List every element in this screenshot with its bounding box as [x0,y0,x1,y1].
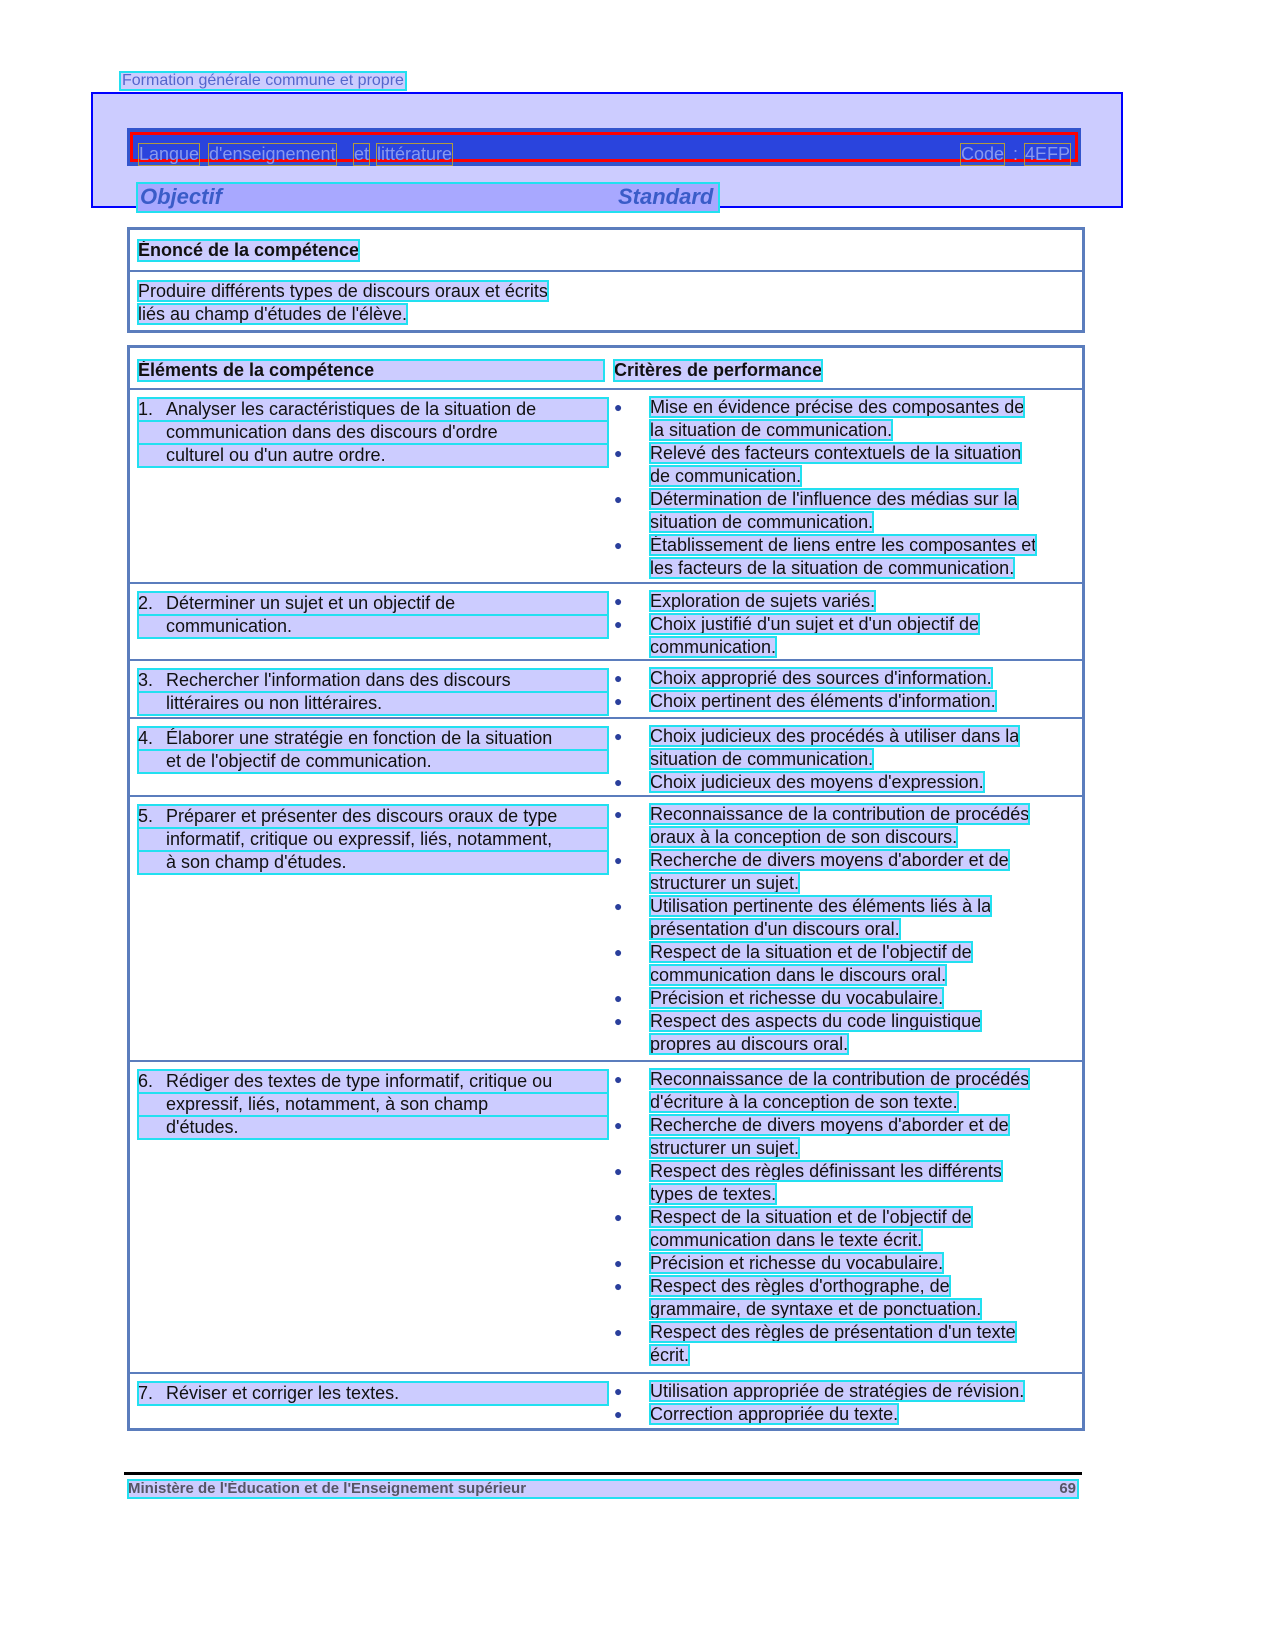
criterion-item [614,1114,1074,1160]
criterion-line: Utilisation pertinente des éléments liés à la [650,896,992,916]
criterion-line: propres au discours oral. [650,1034,849,1054]
criterion-line: communication dans le discours oral. [650,965,947,985]
competency-element [138,592,608,638]
element-line: informatif, critique ou expressif, liés, notamment, [138,828,608,851]
element-number: 6. [138,1071,154,1091]
competency-element [138,727,608,773]
criterion-item [614,613,1074,659]
element-line: et de l'objectif de communication. [138,750,608,773]
criterion-item [614,396,1074,442]
bullet-icon: ● [614,898,623,914]
element-number: 5. [138,806,154,826]
element-line: Réviser et corriger les textes. [138,1382,608,1405]
criteria-list [614,803,1074,1056]
competency-element [138,805,608,874]
bullet-icon: ● [614,445,623,461]
criterion-line: Respect des règles de présentation d'un texte [650,1322,1016,1342]
subject-word: littérature [377,144,453,164]
criterion-line: structurer un sujet. [650,1138,800,1158]
criterion-line: présentation d'un discours oral. [650,919,900,939]
bullet-icon: ● [614,944,623,960]
criterion-item [614,725,1074,771]
bullet-icon: ● [614,1071,623,1087]
criterion-line: Choix judicieux des procédés à utiliser dans la [650,726,1020,746]
statement-line: Produire différents types de discours oraux et écrits [138,281,548,301]
table-row [130,717,1082,795]
criterion-line: communication dans le texte écrit. [650,1230,923,1250]
competency-element [138,1382,608,1405]
criterion-line: Précision et richesse du vocabulaire. [650,1253,944,1273]
criterion-line: grammaire, de syntaxe et de ponctuation. [650,1299,982,1319]
bullet-icon: ● [614,1406,623,1422]
subject-word: d'enseignement [209,144,336,164]
bullet-icon: ● [614,670,623,686]
objective-label: Objectif [140,184,222,209]
criterion-line: Mise en évidence précise des composantes de [650,397,1025,417]
criterion-line: oraux à la conception de son discours. [650,827,958,847]
criteria-list [614,725,1074,794]
element-line: culturel ou d'un autre ordre. [138,444,608,467]
criterion-line: Recherche de divers moyens d'aborder et de [650,1115,1009,1135]
objective-standard-row [138,184,718,211]
element-line: Analyser les caractéristiques de la situation de [138,398,608,421]
criterion-item [614,690,1074,713]
element-line: Déterminer un sujet et un objectif de [138,592,608,615]
element-number: 1. [138,399,154,419]
criterion-item [614,1010,1074,1056]
bullet-icon: ● [614,537,623,553]
criterion-line: Choix judicieux des moyens d'expression. [650,772,984,792]
element-line: Préparer et présenter des discours oraux de type [138,805,608,828]
table-row [130,659,1082,717]
criterion-line: Respect des règles d'orthographe, de [650,1276,950,1296]
bullet-icon: ● [614,1255,623,1271]
criterion-line: la situation de communication. [650,420,893,440]
element-line: littéraires ou non littéraires. [138,692,608,715]
bullet-icon: ● [614,806,623,822]
criterion-item [614,771,1074,794]
subject-word: Langue [139,144,200,164]
page-number: 69 [1059,1480,1076,1497]
criteria-list [614,1380,1074,1426]
element-number: 7. [138,1383,154,1403]
criterion-line: Relevé des facteurs contextuels de la situation [650,443,1022,463]
element-line: communication dans des discours d'ordre [138,421,608,444]
bullet-icon: ● [614,593,623,609]
criterion-item [614,1068,1074,1114]
footer-publisher: Ministère de l'Éducation et de l'Enseignement supérieur [128,1480,527,1497]
criterion-item [614,1275,1074,1321]
criterion-line: d'écriture à la conception de son texte. [650,1092,958,1112]
element-number: 4. [138,728,154,748]
code-label: Code [961,144,1005,164]
table-row [130,1060,1082,1372]
bullet-icon: ● [614,491,623,507]
bullet-icon: ● [614,1013,623,1029]
title-bar [127,128,1081,166]
bullet-icon: ● [614,1324,623,1340]
competency-table [127,345,1085,1431]
criterion-item [614,442,1074,488]
competency-element [138,1070,608,1139]
criterion-line: les facteurs de la situation de communication. [650,558,1015,578]
criterion-line: Reconnaissance de la contribution de procédés [650,1069,1030,1089]
criterion-line: situation de communication. [650,512,874,532]
element-line: d'études. [138,1116,608,1139]
competency-element [138,669,608,715]
bullet-icon: ● [614,728,623,744]
criterion-item [614,941,1074,987]
criteria-list [614,667,1074,713]
element-line: à son champ d'études. [138,851,608,874]
criterion-item [614,895,1074,941]
course-code: 4EFP [1025,144,1071,164]
element-number: 2. [138,593,154,613]
criterion-line: Choix approprié des sources d'information. [650,668,992,688]
criterion-line: Utilisation appropriée de stratégies de révision. [650,1381,1025,1401]
bullet-icon: ● [614,616,623,632]
criterion-line: Respect des aspects du code linguistique [650,1011,982,1031]
bullet-icon: ● [614,1209,623,1225]
element-line: communication. [138,615,608,638]
criterion-item [614,987,1074,1010]
criterion-line: Respect de la situation et de l'objectif de [650,942,972,962]
criterion-line: Détermination de l'influence des médias sur la [650,489,1018,509]
footer-divider [124,1472,1082,1475]
criterion-line: Exploration de sujets variés. [650,591,876,611]
table-row [130,582,1082,659]
criterion-line: de communication. [650,466,802,486]
element-line: expressif, liés, notamment, à son champ [138,1093,608,1116]
criteria-list [614,396,1074,580]
criteria-list [614,590,1074,659]
criterion-line: types de textes. [650,1184,777,1204]
col-header-elements: Éléments de la compétence [138,360,604,381]
criterion-item [614,1252,1074,1275]
criterion-line: écrit. [650,1345,690,1365]
code-separator: : [1013,144,1019,164]
col-header-criteria: Critères de performance [614,360,823,380]
criterion-line: Respect des règles définissant les différents [650,1161,1002,1181]
bullet-icon: ● [614,1383,623,1399]
competency-element [138,398,608,467]
criterion-line: Précision et richesse du vocabulaire. [650,988,944,1008]
subject-word: et [354,144,370,164]
standard-label: Standard [618,184,714,209]
criterion-item [614,590,1074,613]
criterion-line: Recherche de divers moyens d'aborder et de [650,850,1009,870]
criterion-item [614,667,1074,690]
criterion-item [614,534,1074,580]
table-row [130,1372,1082,1428]
criterion-line: Choix pertinent des éléments d'information. [650,691,996,711]
criterion-line: communication. [650,637,777,657]
criterion-line: Respect de la situation et de l'objectif de [650,1207,972,1227]
table-row [130,388,1082,582]
statement-heading: Énoncé de la compétence [138,240,360,260]
statement-line: liés au champ d'études de l'élève. [138,304,408,324]
bullet-icon: ● [614,1163,623,1179]
criterion-line: structurer un sujet. [650,873,800,893]
criterion-item [614,1321,1074,1367]
element-line: Élaborer une stratégie en fonction de la situation [138,727,608,750]
bullet-icon: ● [614,990,623,1006]
criterion-item [614,1380,1074,1403]
criterion-item [614,803,1074,849]
criterion-item [614,488,1074,534]
criterion-line: Choix justifié d'un sujet et d'un objectif de [650,614,980,634]
element-line: Rechercher l'information dans des discours [138,669,608,692]
table-row [130,795,1082,1060]
footer [128,1480,1078,1498]
bullet-icon: ● [614,1117,623,1133]
bullet-icon: ● [614,399,623,415]
bullet-icon: ● [614,852,623,868]
competency-statement [127,227,1085,333]
criterion-line: Reconnaissance de la contribution de procédés [650,804,1030,824]
criterion-item [614,1403,1074,1426]
section-label: Formation générale commune et propre [122,72,404,89]
bullet-icon: ● [614,693,623,709]
criterion-item [614,849,1074,895]
criterion-line: Correction appropriée du texte. [650,1404,899,1424]
criterion-item [614,1206,1074,1252]
criterion-line: Établissement de liens entre les composantes et [650,535,1037,555]
bullet-icon: ● [614,774,623,790]
criteria-list [614,1068,1074,1367]
criterion-line: situation de communication. [650,749,874,769]
criterion-item [614,1160,1074,1206]
element-line: Rédiger des textes de type informatif, critique ou [138,1070,608,1093]
bullet-icon: ● [614,1278,623,1294]
element-number: 3. [138,670,154,690]
